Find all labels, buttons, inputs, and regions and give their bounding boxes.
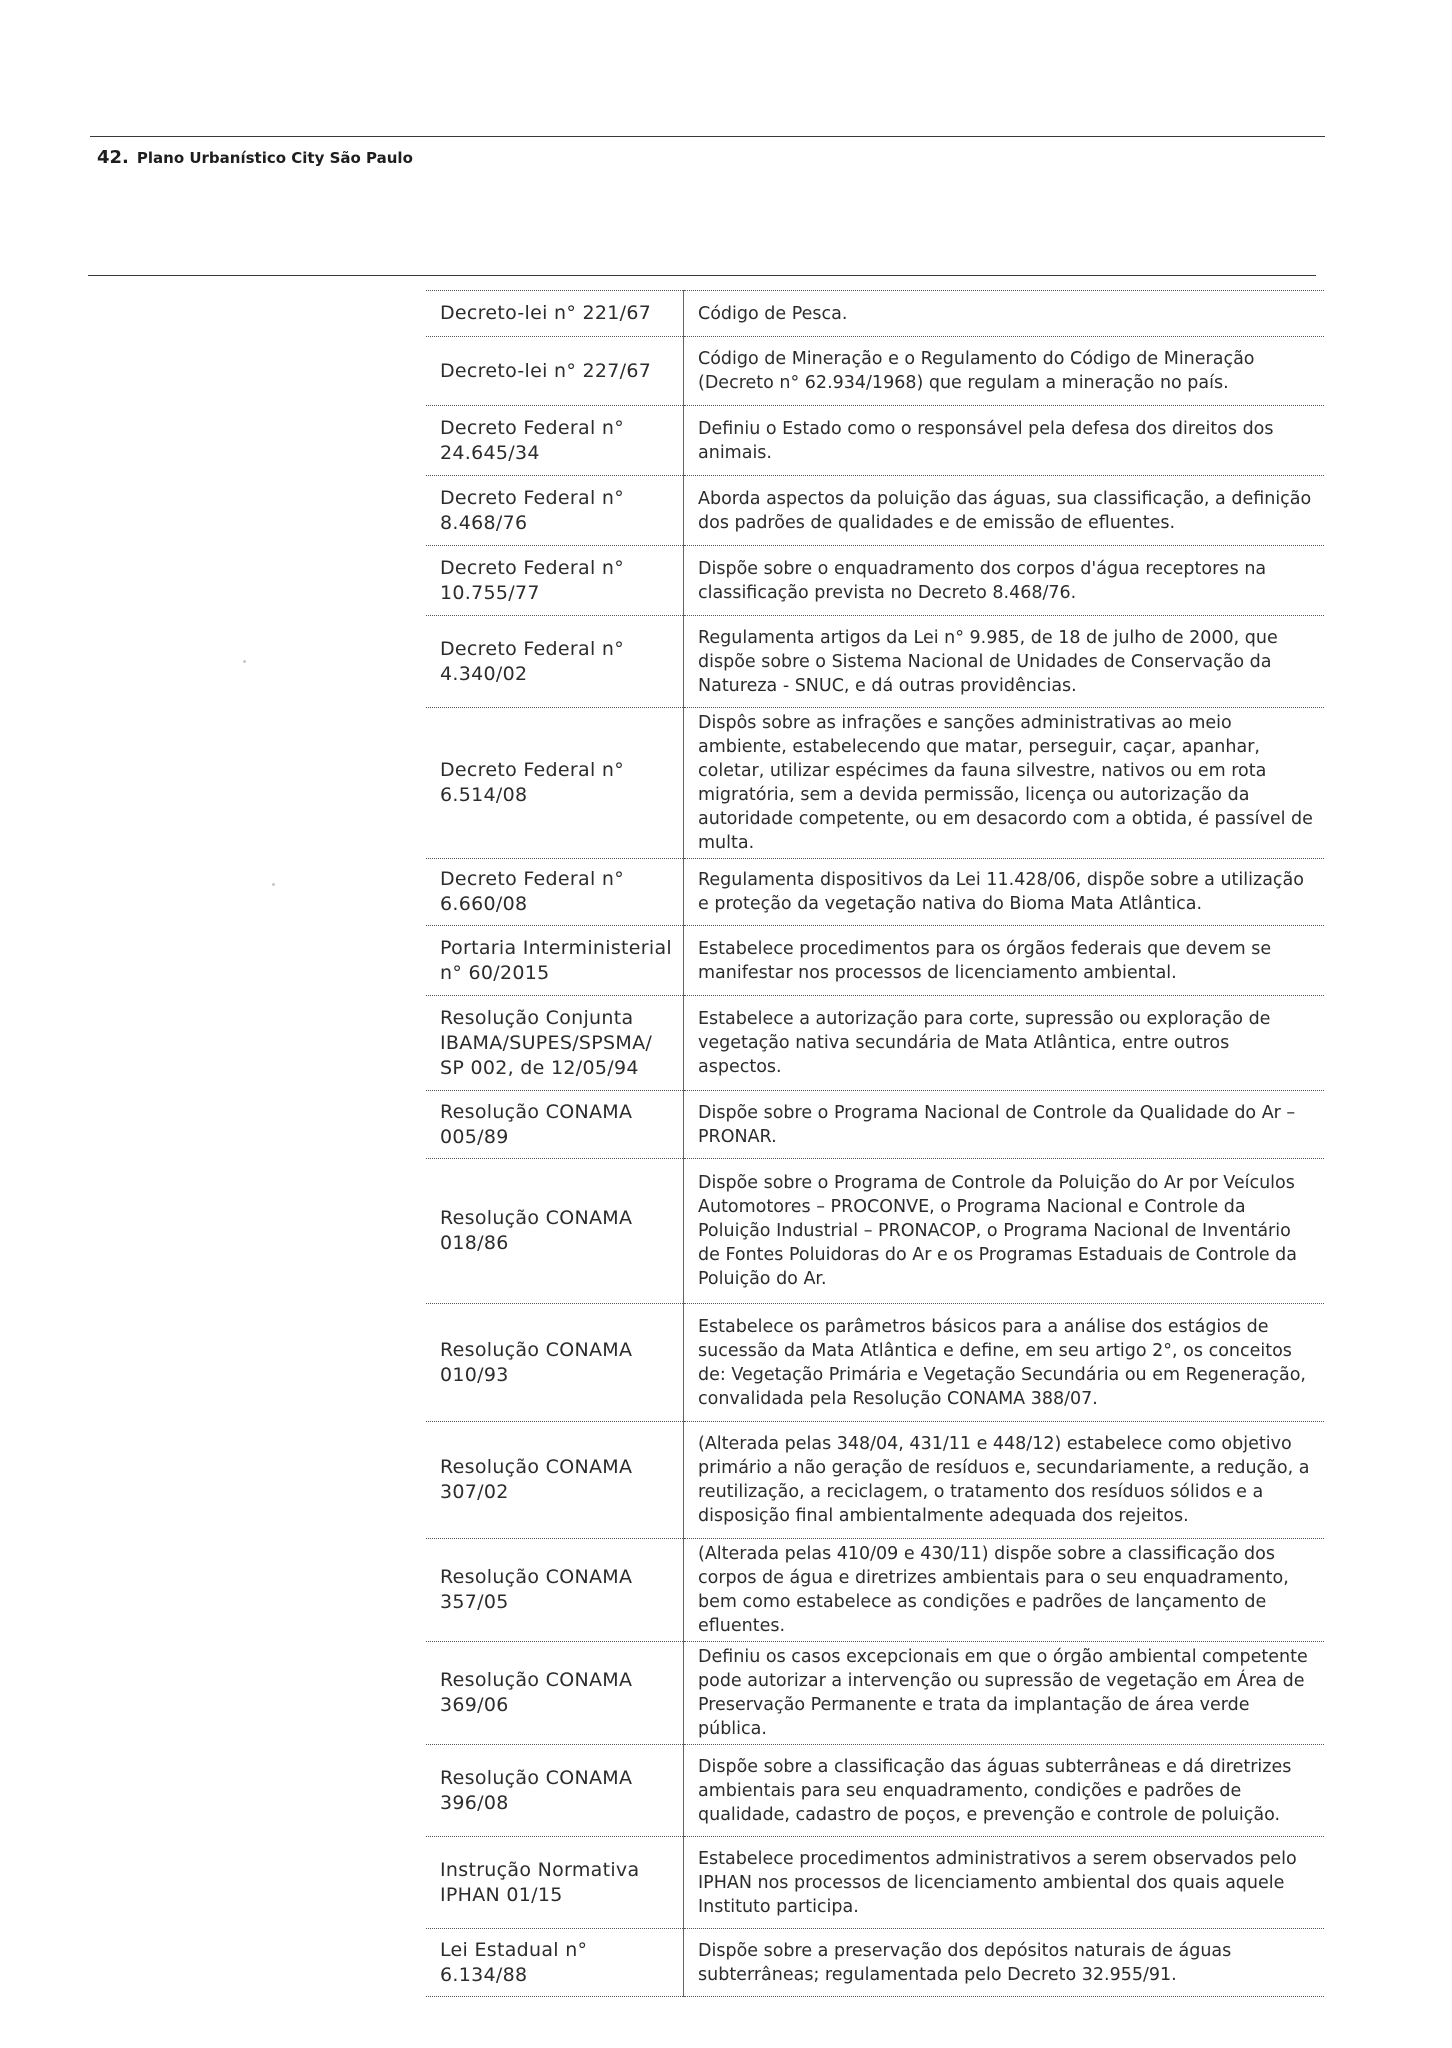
legislation-name: Decreto Federal n° 24.645/34 (426, 406, 684, 476)
legislation-description: Regulamenta dispositivos da Lei 11.428/06, dispõe sobre a utilização e proteção da vegetação nativa do Bioma Mata Atlântica. (698, 870, 1304, 914)
legislation-name: Resolução CONAMA 018/86 (426, 1159, 684, 1304)
legislation-name: Decreto Federal n° 6.514/08 (426, 708, 684, 859)
legislation-name: Resolução CONAMA 357/05 (426, 1539, 684, 1642)
legislation-description: Dispõe sobre a preservação dos depósitos naturais de águas subterrâneas; regulamentada pelo Decreto 32.955/91. (698, 1940, 1232, 1985)
table-row (426, 546, 1324, 616)
table-row (426, 1422, 1324, 1539)
page-number: 42. (97, 147, 129, 168)
table-row (426, 1837, 1324, 1929)
legislation-name: Resolução CONAMA 396/08 (426, 1745, 684, 1837)
legislation-name: Lei Estadual n° 6.134/88 (426, 1929, 684, 1997)
table-row (426, 337, 1324, 406)
legislation-name: Instrução Normativa IPHAN 01/15 (426, 1837, 684, 1929)
legislation-description: Estabelece procedimentos administrativos a serem observados pelo IPHAN nos processos de licenciamento ambiental dos quais aquele Instituto participa. (698, 1848, 1297, 1917)
table-row (426, 996, 1324, 1091)
legislation-description: Definiu os casos excepcionais em que o órgão ambiental competente pode autorizar a intervenção ou supressão de vegetação em Área de Preservação Permanente e trata da implantação de área verde pública. (698, 1647, 1308, 1739)
legislation-description: Dispõe sobre a classificação das águas subterrâneas e dá diretrizes ambientais para seu enquadramento, condições e padrões de qualidade, cadastro de poços, e prevenção e controle de poluição. (698, 1756, 1292, 1825)
table-row (426, 291, 1324, 337)
table-row (426, 1159, 1324, 1304)
page-title: Plano Urbanístico City São Paulo (136, 149, 413, 167)
legislation-name: Decreto Federal n° 6.660/08 (426, 859, 684, 926)
legislation-name: Portaria Interministerial n° 60/2015 (426, 926, 684, 996)
legislation-description: Dispõe sobre o enquadramento dos corpos d'água receptores na classificação prevista no Decreto 8.468/76. (698, 558, 1267, 603)
table-row (426, 859, 1324, 926)
legislation-description: Definiu o Estado como o responsável pela defesa dos direitos dos animais. (698, 418, 1274, 463)
legislation-description: Código de Mineração e o Regulamento do Código de Mineração (Decreto n° 62.934/1968) que regulam a mineração no país. (698, 349, 1255, 393)
legislation-description: Estabelece a autorização para corte, supressão ou exploração de vegetação nativa secundária de Mata Atlântica, entre outros aspectos. (698, 1009, 1271, 1077)
legislation-table-wrapper (426, 290, 1324, 1997)
top-rule (90, 136, 1325, 137)
legislation-name: Resolução CONAMA 010/93 (426, 1304, 684, 1422)
legislation-description: Código de Pesca. (698, 303, 848, 324)
scan-speck (243, 660, 246, 663)
legislation-name: Resolução CONAMA 369/06 (426, 1642, 684, 1745)
table-row (426, 476, 1324, 546)
legislation-name: Decreto Federal n° 10.755/77 (426, 546, 684, 616)
legislation-name: Decreto-lei n° 221/67 (426, 291, 684, 337)
legislation-name: Resolução Conjunta IBAMA/SUPES/SPSMA/ SP 002, de 12/05/94 (426, 996, 684, 1091)
table-row (426, 1539, 1324, 1642)
page-header (97, 147, 413, 168)
table-row (426, 708, 1324, 859)
table-row (426, 1304, 1324, 1422)
table-row (426, 1642, 1324, 1745)
table-row (426, 406, 1324, 476)
section-rule (88, 275, 1316, 276)
legislation-description: Estabelece os parâmetros básicos para a análise dos estágios de sucessão da Mata Atlântica e define, em seu artigo 2°, os conceitos de: Vegetação Primária e Vegetação Secundária ou em Regeneração, convalidada pela Resolução CONAMA 388/07. (698, 1316, 1306, 1409)
legislation-description: Estabelece procedimentos para os órgãos federais que devem se manifestar nos processos de licenciamento ambiental. (698, 938, 1272, 983)
legislation-description: (Alterada pelas 348/04, 431/11 e 448/12) estabelece como objetivo primário a não geração de resíduos e, secundariamente, a redução, a reutilização, a reciclagem, o tratamento dos resíduos sólidos e a disposição final ambientalmente adequada dos rejeitos. (698, 1434, 1310, 1526)
table-row (426, 1745, 1324, 1837)
table-row (426, 1929, 1324, 1997)
legislation-name: Resolução CONAMA 005/89 (426, 1091, 684, 1159)
legislation-name: Resolução CONAMA 307/02 (426, 1422, 684, 1539)
legislation-description: Dispôs sobre as infrações e sanções administrativas ao meio ambiente, estabelecendo que matar, perseguir, caçar, apanhar, coletar, utilizar espécimes da fauna silvestre, nativos ou em rota migratória, sem a devida permissão, licença ou autorização da autoridade competente, ou em desacordo com a obtida, é passível de multa. (698, 713, 1313, 853)
table-row (426, 616, 1324, 708)
table-row (426, 926, 1324, 996)
legislation-name: Decreto-lei n° 227/67 (426, 337, 684, 406)
legislation-description: (Alterada pelas 410/09 e 430/11) dispõe sobre a classificação dos corpos de água e diretrizes ambientais para o seu enquadramento, bem como estabelece as condições e padrões de lançamento de efluentes. (698, 1544, 1289, 1636)
legislation-name: Decreto Federal n° 8.468/76 (426, 476, 684, 546)
legislation-table (426, 290, 1324, 1997)
table-row (426, 1091, 1324, 1159)
legislation-description: Regulamenta artigos da Lei n° 9.985, de 18 de julho de 2000, que dispõe sobre o Sistema Nacional de Unidades de Conservação da Natureza - SNUC, e dá outras providências. (698, 627, 1278, 696)
legislation-description: Aborda aspectos da poluição das águas, sua classificação, a definição dos padrões de qualidades e de emissão de efluentes. (698, 488, 1312, 533)
legislation-description: Dispõe sobre o Programa de Controle da Poluição do Ar por Veículos Automotores – PROCONVE, o Programa Nacional e Controle da Poluição Industrial – PRONACOP, o Programa Nacional de Inventário de Fontes Poluidoras do Ar e os Programas Estaduais de Controle da Poluição do Ar. (698, 1173, 1297, 1289)
legislation-name: Decreto Federal n° 4.340/02 (426, 616, 684, 708)
scan-speck (272, 883, 275, 886)
legislation-description: Dispõe sobre o Programa Nacional de Controle da Qualidade do Ar – PRONAR. (698, 1102, 1296, 1147)
legislation-table-body (426, 291, 1324, 1997)
